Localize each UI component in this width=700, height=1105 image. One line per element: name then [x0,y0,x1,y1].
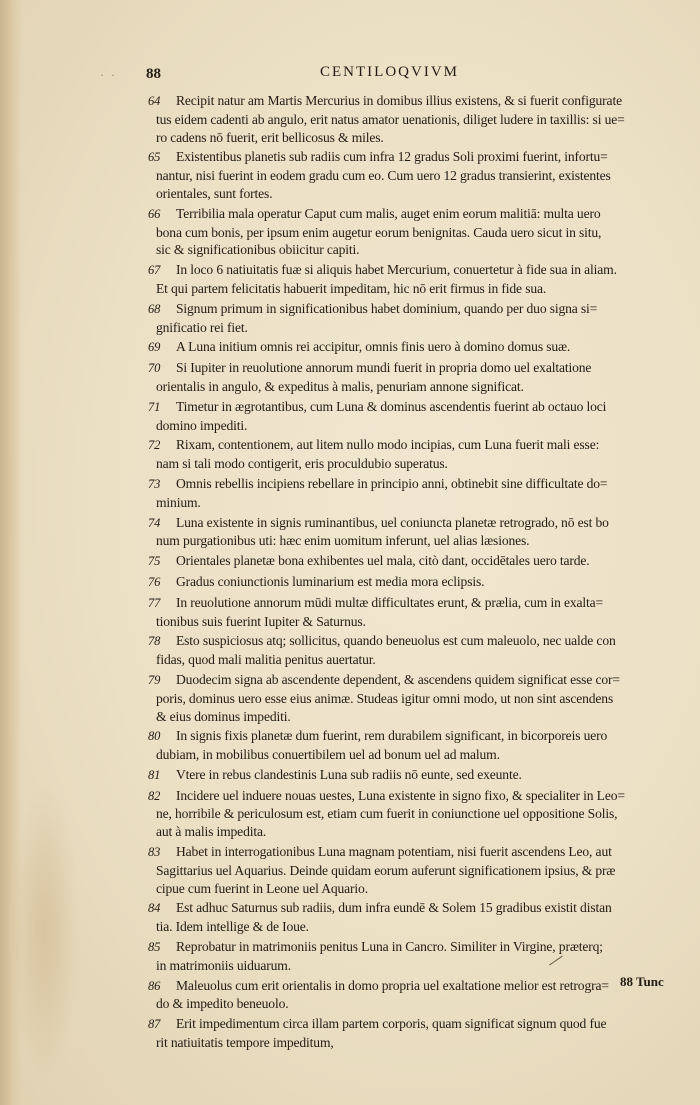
text-line [148,843,668,862]
text-line [148,514,668,533]
line-text: poris, dominus uero esse eius animæ. Studeas igitur omni modo, ut non sint ascendens [156,690,614,706]
text-line [148,475,668,494]
aphorism-number: 87 [148,1017,161,1032]
text-line [148,594,668,613]
aphorism-number: 79 [148,672,161,687]
page-number: 88 [146,66,161,82]
line-text: Et qui partem felicitatis habuerit impeditam, hic nō erit firmus in fide sua. [156,280,547,296]
line-text: Erit impedimentum circa illam partem corporis, quam significat signum quod fue [176,1016,607,1032]
line-text: Signum primum in significationibus habet dominium, quando per duo signa si= [176,300,598,316]
text-line [148,1034,668,1052]
text-line [148,977,668,996]
line-text: Omnis rebellis incipiens rebellare in principio anni, obtinebit sine difficultate do= [176,475,608,491]
text-line [148,1015,668,1034]
aphorism-69 [148,338,668,357]
aphorism-64 [148,92,668,146]
text-block [148,92,668,1054]
paper-stain [10,780,80,1080]
aphorism-81 [148,766,668,785]
line-text: gnificatio rei fiet. [156,319,248,335]
line-text: Terribilia mala operatur Caput cum malis, auget enim eorum malitiā: multa uero [176,205,601,221]
line-text: tionibus suis fuerint Iupiter & Saturnus. [156,613,366,629]
margin-mark: · · [100,68,117,82]
line-text: Esto suspiciosus atq; sollicitus, quando beneuolus est cum maleuolo, nec ualde con [176,633,616,649]
aphorism-74 [148,514,668,551]
text-line [148,671,668,690]
aphorism-number: 77 [148,595,161,610]
line-text: tus eidem cadenti ab angulo, erit natus amator uenationis, diliget ludere in taxillis: si ue= [156,111,625,127]
aphorism-76 [148,573,668,592]
line-text: Duodecim signa ab ascendente dependent, & ascendens quidem significat esse cor= [176,671,620,687]
text-line [148,746,668,764]
line-text: Timetur in ægrotantibus, cum Luna & dominus ascendentis fuerint ab octauo loci [176,398,607,414]
text-line [148,995,668,1013]
text-line [148,280,668,298]
line-text: Est adhuc Saturnus sub radiis, dum infra eundē & Solem 15 gradibus existit distan [176,900,612,916]
text-line [148,957,668,975]
text-line [148,148,668,167]
text-line [148,417,668,435]
aphorism-number: 75 [148,554,161,569]
aphorism-number: 73 [148,476,161,491]
text-line [148,532,668,550]
text-line [148,378,668,396]
text-line [148,899,668,918]
text-line [148,632,668,651]
text-line [148,708,668,726]
line-text: Existentibus planetis sub radiis cum infra 12 gradus Soli proximi fuerint, infortu= [176,149,608,165]
text-line [148,261,668,280]
text-line [148,573,668,592]
text-line [148,205,668,224]
aphorism-85 [148,938,668,975]
aphorism-number: 78 [148,634,161,649]
text-line [148,92,668,111]
aphorism-80 [148,727,668,764]
line-text: rit natiuitatis tempore impeditum, [156,1035,334,1051]
aphorism-number: 72 [148,438,161,453]
aphorism-77 [148,594,668,631]
aphorism-84 [148,899,668,936]
aphorism-72 [148,436,668,473]
line-text: Sagittarius uel Aquarius. Deinde quidam eorum auferunt significationem ipsius, & præ [156,862,616,878]
line-text: A Luna initium omnis rei accipitur, omnis finis uero à domino domus suæ. [176,339,571,355]
aphorism-79 [148,671,668,725]
aphorism-number: 84 [148,901,161,916]
catchword: 88 Tunc [620,974,664,989]
text-line [148,319,668,337]
aphorism-83 [148,843,668,897]
aphorism-82 [148,787,668,841]
text-line [148,129,668,147]
aphorism-68 [148,300,668,337]
running-head: CENTILOQVIVM [320,64,459,80]
text-line [148,938,668,957]
line-text: Gradus coniunctionis luminarium est media mora eclipsis. [176,573,485,589]
line-text: Vtere in rebus clandestinis Luna sub radiis nō eunte, sed exeunte. [176,766,522,782]
line-text: Orientales planetæ bona exhibentes uel mala, citò dant, occidētales uero tarde. [176,553,590,569]
aphorism-66 [148,205,668,259]
text-line [148,398,668,417]
text-line [148,224,668,242]
line-text: ne, horribile & periculosum est, etiam cum fuerit in coniunctione uel oppositione Solis, [156,806,618,822]
line-text: Luna existente in signis ruminantibus, uel coniuncta planetæ retrogrado, nō est bo [176,514,609,530]
aphorism-number: 74 [148,515,161,530]
line-text: In loco 6 natiuitatis fuæ si aliquis habet Mercurium, conuertetur à fide sua in aliam. [176,262,617,278]
aphorism-75 [148,552,668,571]
line-text: & eius dominus impediti. [156,708,291,724]
text-line [148,727,668,746]
line-text: sic & significationibus obiicitur capiti. [156,242,360,258]
aphorism-65 [148,148,668,202]
line-text: orientalis in angulo, & expeditus à malis, penuriam annone significat. [156,378,524,394]
text-line [148,613,668,631]
line-text: minium. [156,494,201,510]
line-text: In reuolutione annorum mūdi multæ difficultates erunt, & prælia, cum in exalta= [176,594,604,610]
line-text: Recipit natur am Martis Mercurius in domibus illius existens, & si fuerit configurate [176,93,622,108]
text-line [148,338,668,357]
text-line [148,111,668,129]
text-line [148,552,668,571]
aphorism-number: 69 [148,340,161,355]
text-line [148,494,668,512]
text-line [148,651,668,669]
line-text: cipue cum fuerint in Leone uel Aquario. [156,880,368,896]
line-text: do & impedito beneuolo. [156,996,289,1012]
text-line [148,300,668,319]
aphorism-number: 68 [148,301,161,316]
line-text: nam si tali modo contigerit, eris proculdubio superatus. [156,456,448,472]
aphorism-number: 85 [148,940,161,955]
aphorism-number: 81 [148,767,161,782]
line-text: orientales, sunt fortes. [156,185,273,201]
aphorism-number: 76 [148,574,161,589]
line-text: nantur, nisi fuerint in eodem gradu cum eo. Cum uero 12 gradus transierint, existentes [156,168,611,184]
aphorism-number: 86 [148,978,161,993]
aphorism-71 [148,398,668,435]
text-line [148,455,668,473]
text-line [148,880,668,898]
line-text: aut à malis impedita. [156,824,267,840]
aphorism-number: 64 [148,94,161,108]
text-line [148,823,668,841]
line-text: Incidere uel induere nouas uestes, Luna existente in signo fixo, & specialiter in Leo= [176,787,625,803]
line-text: Rixam, contentionem, aut litem nullo modo incipias, cum Luna fuerit mali esse: [176,437,600,453]
aphorism-number: 82 [148,788,161,803]
line-text: Reprobatur in matrimoniis penitus Luna in Cancro. Similiter in Virgine, præterq; [176,939,603,955]
line-text: num purgationibus uti: hæc enim uomitum inferunt, uel alias læsiones. [156,533,530,549]
line-text: in matrimoniis uiduarum. [156,957,291,973]
line-text: tia. Idem intellige & de Ioue. [156,919,309,935]
text-line [148,690,668,708]
aphorism-number: 71 [148,399,161,414]
line-text: Maleuolus cum erit orientalis in domo propria uel exaltatione melior est retrogra= [176,977,609,993]
aphorism-87 [148,1015,668,1052]
text-line [148,359,668,378]
text-line [148,766,668,785]
text-line [148,862,668,880]
aphorism-73 [148,475,668,512]
aphorism-70 [148,359,668,396]
aphorism-number: 83 [148,845,161,860]
aphorism-number: 66 [148,206,161,221]
line-text: domino impediti. [156,417,248,433]
aphorism-86 [148,977,668,1014]
line-text: ro cadens nō fuerit, erit bellicosus & miles. [156,129,384,145]
text-line [148,185,668,203]
line-text: In signis fixis planetæ dum fuerint, rem durabilem significant, in bicorporeis uero [176,728,608,744]
text-line [148,241,668,259]
aphorism-number: 80 [148,729,161,744]
aphorism-number: 70 [148,361,161,376]
aphorism-78 [148,632,668,669]
text-line [148,805,668,823]
aphorism-number: 67 [148,263,161,278]
aphorism-number: 65 [148,150,161,165]
text-line [148,436,668,455]
line-text: bona cum bonis, per ipsum enim augetur eorum benignitas. Cauda uero sicut in situ, [156,224,602,240]
text-line [148,167,668,185]
line-text: Habet in interrogationibus Luna magnam potentiam, nisi fuerit ascendens Leo, aut [176,844,612,860]
aphorism-67 [148,261,668,298]
line-text: fidas, quod mali malitia penitus auertatur. [156,652,376,668]
line-text: Si Iupiter in reuolutione annorum mundi fuerit in propria domo uel exaltatione [176,360,592,376]
text-line [148,918,668,936]
text-line [148,787,668,806]
line-text: dubiam, in mobilibus conuertibilem uel ad bonum uel ad malum. [156,747,500,763]
